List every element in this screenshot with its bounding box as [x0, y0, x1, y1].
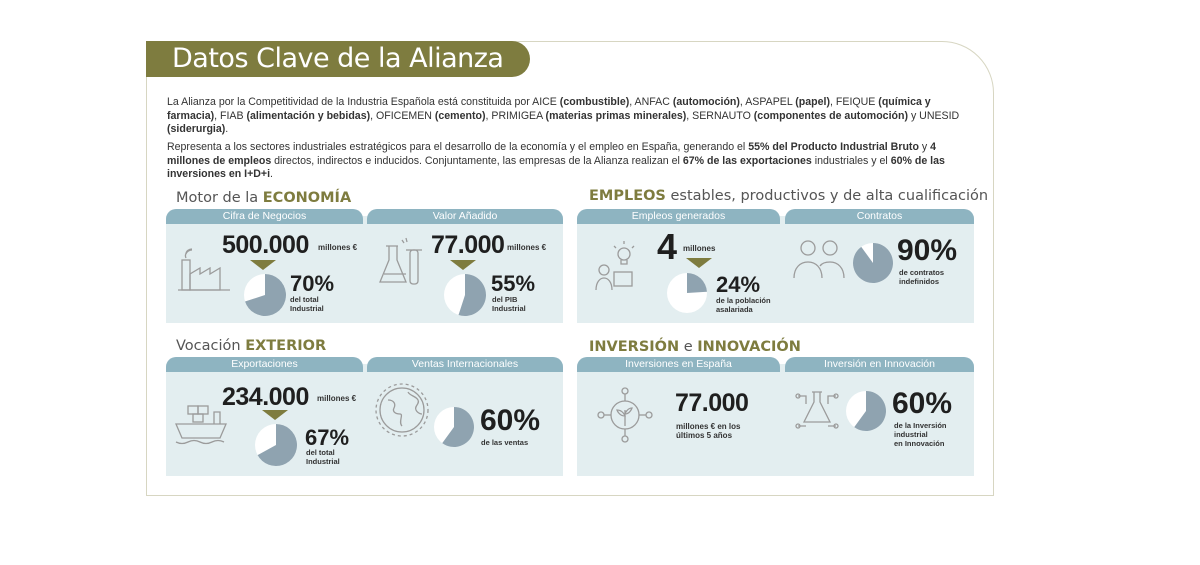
desc-exportaciones	[306, 448, 340, 466]
intro-text: industriales y el	[811, 154, 891, 167]
tab-exportaciones: Exportaciones	[166, 357, 363, 372]
intro-text: , ANFAC	[629, 96, 673, 108]
section-title-text: estables, productivos y de alta cualificación	[665, 188, 989, 204]
growth-network-icon	[596, 386, 654, 444]
pct-empleos: 24%	[716, 272, 761, 297]
section-title-economia	[176, 190, 351, 206]
intro-highlight: 60% de las inversiones en I+D+i	[167, 154, 945, 180]
intro-highlight: (siderurgia)	[167, 123, 226, 135]
down-arrow-icon	[250, 260, 276, 270]
tab-cifra-negocios: Cifra de Negocios	[166, 209, 363, 224]
desc-contratos	[899, 268, 944, 286]
tab-ventas-internacionales: Ventas Internacionales	[367, 357, 563, 372]
desc-line: Industrial	[290, 304, 324, 313]
section-title-text: Motor de la	[176, 190, 263, 206]
intro-text: , FIAB	[214, 109, 247, 122]
intro-text: La Alianza por la Competitividad de la Industria Española está constituida por AICE	[167, 96, 560, 108]
section-title-text: Vocación	[176, 338, 246, 354]
pie-slice	[853, 243, 893, 283]
pie-cifra-negocios	[243, 273, 287, 317]
pie-valor-anadido	[443, 273, 487, 317]
value-valor-anadido: 77.000	[431, 231, 505, 259]
unit-valor-anadido: millones €	[507, 243, 547, 252]
desc-line: Industrial	[306, 457, 340, 466]
desc-cifra-negocios	[290, 295, 324, 313]
desc-line: millones € en los	[676, 422, 741, 431]
desc-line: del PIB	[492, 295, 518, 304]
desc-line: de la Inversión	[894, 421, 947, 430]
tab-inversiones-espana: Inversiones en España	[577, 357, 780, 372]
section-title-bold: EXTERIOR	[245, 338, 327, 354]
desc-line: de las ventas	[481, 438, 529, 447]
desc-line: industrial	[894, 430, 928, 439]
intro-highlight: 4 millones de empleos	[167, 141, 937, 167]
pie-exportaciones	[254, 423, 298, 467]
tab-valor-anadido: Valor Añadido	[367, 209, 563, 224]
section-title-text: e	[679, 339, 698, 355]
title-banner	[146, 41, 530, 77]
section-title-bold: INNOVACIÓN	[697, 339, 801, 355]
tab-contratos: Contratos	[785, 209, 974, 224]
desc-line: Industrial	[492, 304, 526, 313]
intro-paragraph-1	[167, 96, 967, 137]
intro-text: , PRIMIGEA	[485, 109, 546, 122]
value-empleos: 4	[657, 226, 677, 267]
intro-highlight: (materias primas minerales)	[545, 109, 687, 122]
page-title: Datos Clave de la Alianza	[172, 43, 504, 74]
unit-cifra-negocios: millones €	[318, 243, 358, 252]
intro-text: , SERNAUTO	[686, 109, 754, 122]
value-inversiones-espana: 77.000	[675, 389, 749, 417]
intro-text: , OFICEMEN	[370, 109, 435, 122]
pct-cifra-negocios: 70%	[290, 271, 335, 296]
pct-contratos: 90%	[897, 234, 958, 267]
desc-line: asalariada	[716, 305, 753, 314]
intro-text: , FEIQUE	[830, 96, 879, 108]
idea-worker-icon	[590, 240, 646, 296]
section-title-bold: INVERSIÓN	[589, 339, 680, 355]
section-title-inversion	[589, 339, 801, 355]
pie-inversion-innovacion	[845, 390, 887, 432]
intro-highlight: (química y farmacia)	[167, 96, 931, 122]
section-title-empleos	[589, 188, 988, 204]
desc-line: en Innovación	[894, 439, 945, 448]
tab-inversion-innovacion: Inversión en Innovación	[785, 357, 974, 372]
intro-text: directos, indirectos e inducidos. Conjuntamente, las empresas de la Alianza realizan el	[271, 154, 683, 167]
intro-text: Representa a los sectores industriales estratégicos para el desarrollo de la economía y el empleo en España, generando el	[167, 141, 749, 153]
pie-contratos	[852, 242, 894, 284]
intro-text: , ASPAPEL	[739, 96, 796, 108]
intro-highlight: (papel)	[795, 96, 831, 108]
desc-line: últimos 5 años	[676, 431, 733, 440]
people-icon	[792, 236, 848, 280]
intro-text: y	[918, 141, 931, 153]
intro-highlight: 55% del Producto Industrial Bruto	[748, 141, 919, 153]
desc-line: del total	[306, 448, 335, 457]
intro-highlight: 67% de las exportaciones	[682, 154, 812, 167]
desc-ventas-internacionales	[481, 438, 528, 447]
pct-valor-anadido: 55%	[491, 271, 536, 296]
pct-inversion-innovacion: 60%	[892, 387, 953, 420]
intro-highlight: (alimentación y bebidas)	[246, 109, 371, 122]
pie-slice	[687, 273, 707, 293]
unit-exportaciones: millones €	[317, 394, 357, 403]
intro-paragraph-2	[167, 141, 967, 182]
section-title-bold: EMPLEOS	[589, 188, 666, 204]
pie-ventas-internacionales	[433, 406, 475, 448]
intro-highlight: (combustible)	[559, 96, 630, 108]
unit-empleos: millones	[683, 244, 716, 253]
intro-text: .	[225, 123, 229, 135]
desc-line: del total	[290, 295, 319, 304]
down-arrow-icon	[262, 410, 288, 420]
value-exportaciones: 234.000	[222, 383, 309, 411]
pct-ventas-internacionales: 60%	[480, 404, 541, 437]
intro-highlight: (automoción)	[672, 96, 740, 108]
desc-line: de la población	[716, 296, 771, 305]
pct-exportaciones: 67%	[305, 425, 350, 450]
desc-empleos	[716, 296, 771, 314]
globe-icon	[374, 382, 430, 438]
intro-highlight: (cemento)	[434, 109, 486, 122]
section-title-bold: ECONOMÍA	[262, 190, 352, 206]
down-arrow-icon	[686, 258, 712, 268]
desc-line: de contratos	[899, 268, 945, 277]
circuit-flask-icon	[794, 386, 840, 432]
desc-line: indefinidos	[899, 277, 939, 286]
section-title-exterior	[176, 338, 326, 354]
value-cifra-negocios: 500.000	[222, 231, 309, 259]
lab-flask-icon	[376, 236, 432, 292]
intro-text: y UNESID	[908, 109, 960, 122]
pie-empleos	[666, 272, 708, 314]
tab-empleos-generados: Empleos generados	[577, 209, 780, 224]
desc-valor-anadido	[492, 295, 526, 313]
intro-text: .	[270, 168, 273, 180]
desc-inversion-innovacion	[894, 421, 947, 448]
down-arrow-icon	[450, 260, 476, 270]
intro-highlight: (componentes de automoción)	[753, 109, 908, 122]
desc-inversiones-espana	[676, 422, 740, 440]
